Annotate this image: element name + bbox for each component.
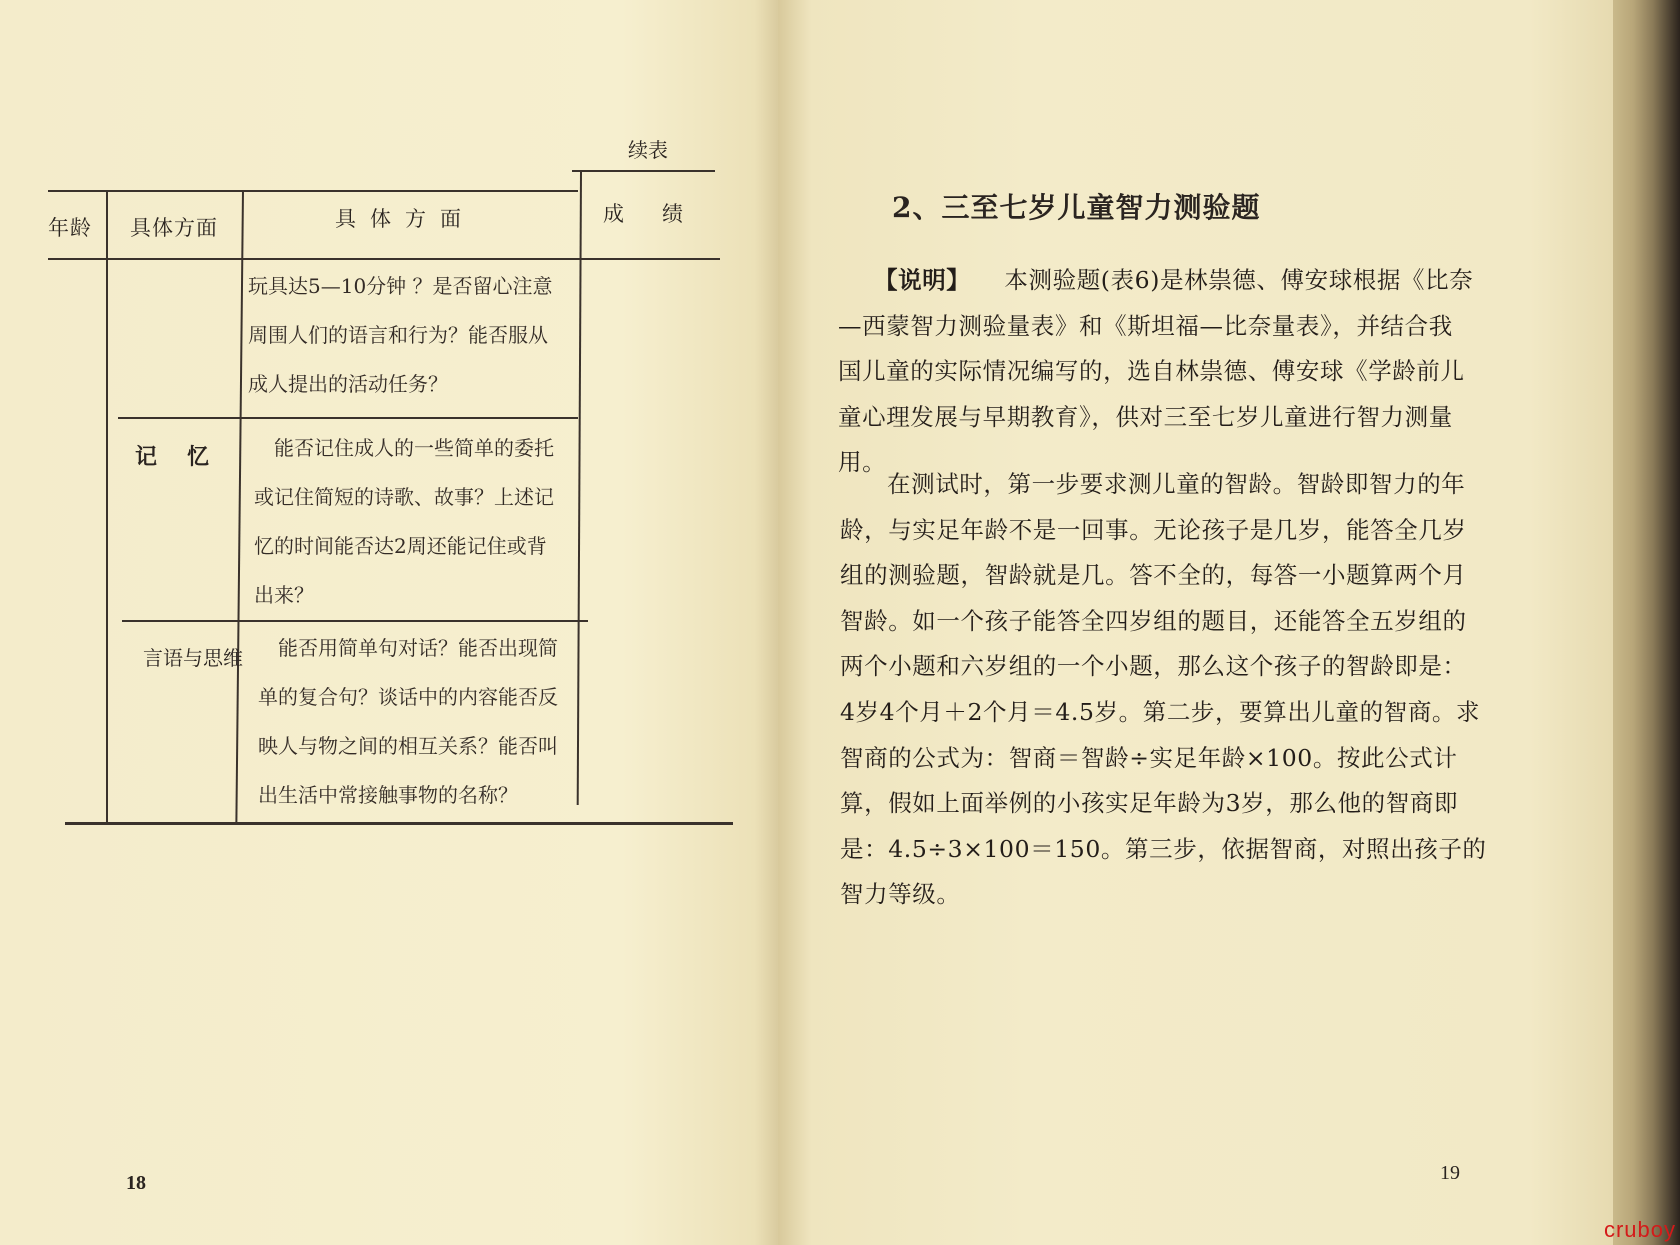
procedure-line: 算，假如上面举例的小孩实足年龄为3岁，那么他的智商即 <box>840 789 1459 818</box>
column-divider-3 <box>577 172 582 805</box>
explanation-line-1 <box>838 258 1473 304</box>
procedure-line: 智力等级。 <box>840 880 961 909</box>
procedure-line: 4岁4个月＋2个月＝4.5岁。第二步，要算出儿童的智商。求 <box>840 697 1481 726</box>
explanation-label: 【说明】 <box>874 266 971 294</box>
left-page <box>0 0 778 1245</box>
row3-line: 单的复合句？谈话中的内容能否反 <box>258 685 558 709</box>
aspect-language-thinking: 言语与思维 <box>143 646 243 670</box>
section-title: 2、三至七岁儿童智力测验题 <box>892 191 1261 224</box>
row2-line: 能否记住成人的一些简单的委托 <box>274 436 554 460</box>
row1-line: 玩具达5—10分钟 ？是否留心注意 <box>248 274 553 298</box>
row2-line: 或记住简短的诗歌、故事？上述记 <box>254 485 554 509</box>
book-page-edge <box>1613 0 1680 1245</box>
procedure-line: 两个小题和六岁组的一个小题，那么这个孩子的智龄即是： <box>840 652 1467 681</box>
continued-table-note: 续表 <box>628 138 668 162</box>
procedure-paragraph <box>840 462 1487 918</box>
row1-line: 成人提出的活动任务？ <box>248 372 448 396</box>
column-header-details: 具体方面 <box>335 207 475 231</box>
row-divider-1 <box>118 417 578 419</box>
column-header-score: 成绩 <box>603 202 721 226</box>
table-top-rule-right <box>572 170 715 172</box>
row1-line: 周围人们的语言和行为？能否服从 <box>248 323 548 347</box>
procedure-line: 智商的公式为：智商＝智龄÷实足年龄×100。按此公式计 <box>840 743 1458 772</box>
explanation-line: 童心理发展与早期教育》，供对三至七岁儿童进行智力测量 <box>838 402 1453 431</box>
explanation-line: 用。 <box>838 448 887 477</box>
explanation-line: 本测验题(表6)是林祟德、傅安球根据《比奈 <box>1004 266 1474 294</box>
column-header-aspect: 具体方面 <box>130 216 218 240</box>
explanation-line: 国儿童的实际情况编写的，选自林祟德、傅安球《学龄前儿 <box>838 357 1465 386</box>
procedure-line: 在测试时，第一步要求测儿童的智龄。智龄即智力的年 <box>887 470 1466 498</box>
row3-content <box>258 624 558 820</box>
column-divider-1 <box>106 192 108 822</box>
right-page <box>778 0 1613 1245</box>
explanation-paragraph <box>838 258 1473 486</box>
row2-content <box>254 424 554 620</box>
procedure-line: 智龄。如一个孩子能答全四岁组的题目，还能答全五岁组的 <box>840 606 1467 635</box>
header-bottom-rule <box>48 258 720 260</box>
column-divider-2 <box>235 190 244 822</box>
left-page-number: 18 <box>126 1172 146 1194</box>
row2-line: 出来？ <box>254 583 314 607</box>
procedure-line: 龄，与实足年龄不是一回事。无论孩子是几岁，能答全几岁 <box>840 515 1467 544</box>
row-divider-2 <box>122 620 588 622</box>
right-page-number: 19 <box>1440 1162 1460 1184</box>
procedure-line: 组的测验题，智龄就是几。答不全的，每答一小题算两个月 <box>840 561 1467 590</box>
row1-content <box>248 262 553 409</box>
procedure-line: 是：4.5÷3×100＝150。第三步，依据智商，对照出孩子的 <box>840 834 1487 863</box>
row3-line: 映人与物之间的相互关系？能否叫 <box>258 734 558 758</box>
row2-line: 忆的时间能否达2周还能记住或背 <box>254 534 547 558</box>
table-top-rule-left <box>48 190 578 192</box>
watermark: cruboy <box>1603 1217 1676 1242</box>
column-header-age: 年龄 <box>48 216 92 240</box>
explanation-line: —西蒙智力测验量表》和《斯坦福—比奈量表》，并结合我 <box>838 311 1453 340</box>
aspect-memory: 记忆 <box>135 444 240 470</box>
row3-line: 能否用简单句对话？能否出现简 <box>278 636 558 660</box>
table-bottom-rule <box>65 822 733 825</box>
row3-line: 出生活中常接触事物的名称？ <box>258 783 518 807</box>
